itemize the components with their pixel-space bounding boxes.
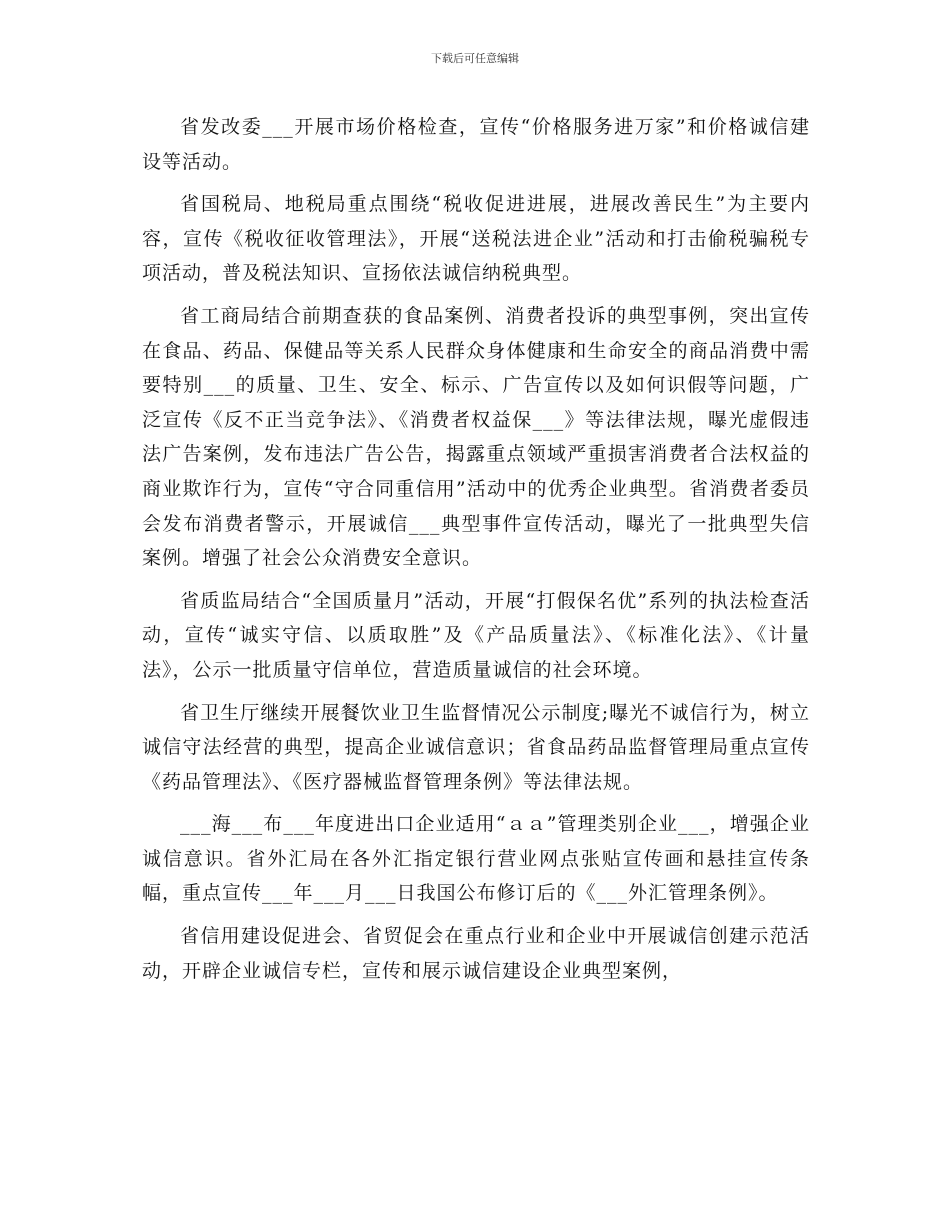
document-body bbox=[142, 110, 810, 996]
paragraph-price-inspection: 省发改委___开展市场价格检查，宣传“价格服务进万家”和价格诚信建设等活动。 bbox=[142, 116, 810, 173]
paragraph-tax-bureau: 省国税局、地税局重点围绕“税收促进进展，进展改善民生”为主要内容，宣传《税收征收管理法》，开展“送税法进企业”活动和打击偷税骗税专项活动，普及税法知识、宣扬依法诚信纳税典型。 bbox=[142, 193, 810, 285]
paragraph-quality-supervision: 省质监局结合“全国质量月”活动，开展“打假保名优”系列的执法检查活动，宣传“诚实守信、以质取胜”及《产品质量法》、《标准化法》、《计量法》，公示一批质量守信单位，营造质量诚信的社会环境。 bbox=[142, 589, 810, 681]
paragraph-credit-association: 省信用建设促进会、省贸促会在重点行业和企业中开展诚信创建示范活动，开辟企业诚信专栏，宣传和展示诚信建设企业典型案例， bbox=[142, 925, 810, 982]
paragraph-customs-forex: ___海___布___年度进出口企业适用“ａａ”管理类别企业___，增强企业诚信意识。省外汇局在各外汇指定银行营业网点张贴宣传画和悬挂宣传条幅，重点宣传___年___月___日我国公布修订后的《___外汇管理条例》。 bbox=[142, 813, 810, 905]
page-header: 下载后可任意编辑 bbox=[431, 52, 519, 65]
paragraph-industry-commerce: 省工商局结合前期查获的食品案例、消费者投诉的典型事例，突出宣传在食品、药品、保健品等关系人民群众身体健康和生命安全的商品消费中需要特别___的质量、卫生、安全、标示、广告宣传以及如何识假等问题，广泛宣传《反不正当竞争法》、《消费者权益保___》等法律法规，曝光虚假违法广告案例，发布违法广告公告，揭露重点领域严重损害消费者合法权益的商业欺诈行为，宣传“守合同重信用”活动中的优秀企业典型。省消费者委员会发布消费者警示，开展诚信___典型事件宣传活动，曝光了一批典型失信案例。增强了社会公众消费安全意识。 bbox=[142, 304, 810, 570]
paragraph-health-department: 省卫生厅继续开展餐饮业卫生监督情况公示制度;曝光不诚信行为，树立诚信守法经营的典型，提高企业诚信意识；省食品药品监督管理局重点宣传《药品管理法》、《医疗器械监督管理条例》等法律法规。 bbox=[142, 701, 810, 793]
